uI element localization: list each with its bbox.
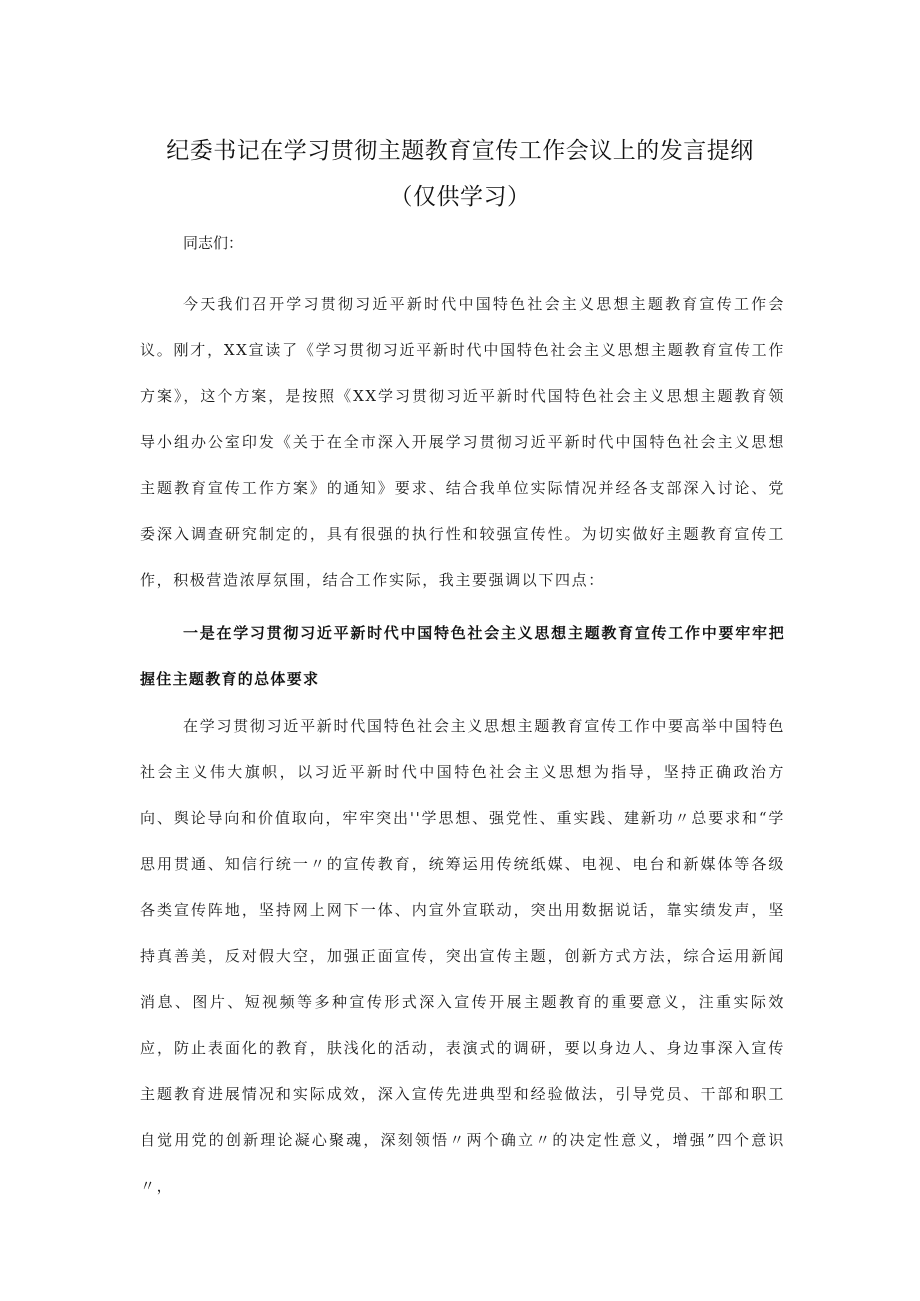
paragraph-intro: 今天我们召开学习贯彻习近平新时代中国特色社会主义思想主题教育宣传工作会议。刚才，XX宣读了《学习贯彻习近平新时代中国特色社会主义思想主题教育宣传工作方案》，这个方案，是按照《XX学习贯彻习近平新时代国特色社会主义思想主题教育领导小组办公室印发《关于在全市深入开展学习贯彻习近平新时代中国特色社会主义思想主题教育宣传工作方案》的通知》要求、结合我单位实际情况并经各支部深入讨论、党委深入调查研究制定的，具有很强的执行性和较强宣传性。为切实做好主题教育宣传工作，积极营造浓厚氛围，结合工作实际，我主要强调以下四点： bbox=[140, 295, 785, 589]
document-title: 纪委书记在学习贯彻主题教育宣传工作会议上的发言提纲 bbox=[166, 138, 754, 164]
section-heading-1: 一是在学习贯彻习近平新时代中国特色社会主义思想主题教育宣传工作中要牢牢把握住主题教育的总体要求 bbox=[140, 624, 785, 688]
paragraph-1: 在学习贯彻习近平新时代国特色社会主义思想主题教育宣传工作中要高举中国特色社会主义伟大旗帜，以习近平新时代中国特色社会主义思想为指导，坚持正确政治方向、舆论导向和价值取向，牢牢突出''学思想、强党性、重实践、建新功〃总要求和“学思用贯通、知信行统一〃的宣传教育，统筹运用传统纸媒、电视、电台和新媒体等各级各类宣传阵地，坚持网上网下一体、内宣外宣联动，突出用数据说话，靠实绩发声，坚持真善美，反对假大空，加强正面宣传，突出宣传主题，创新方式方法，综合运用新闻消息、图片、短视频等多种宣传形式深入宣传开展主题教育的重要意义，注重实际效应，防止表面化的教育，肤浅化的活动，表演式的调研，要以身边人、身边事深入宣传主题教育进展情况和实际成效，深入宣传先进典型和经验做法，引导党员、干部和职工自觉用党的创新理论凝心聚魂，深刻领悟〃两个确立〃的决定性意义，增强”四个意识〃， bbox=[140, 717, 785, 1195]
greeting: 同志们： bbox=[183, 234, 244, 252]
document-subtitle: （仅供学习） bbox=[389, 184, 531, 210]
